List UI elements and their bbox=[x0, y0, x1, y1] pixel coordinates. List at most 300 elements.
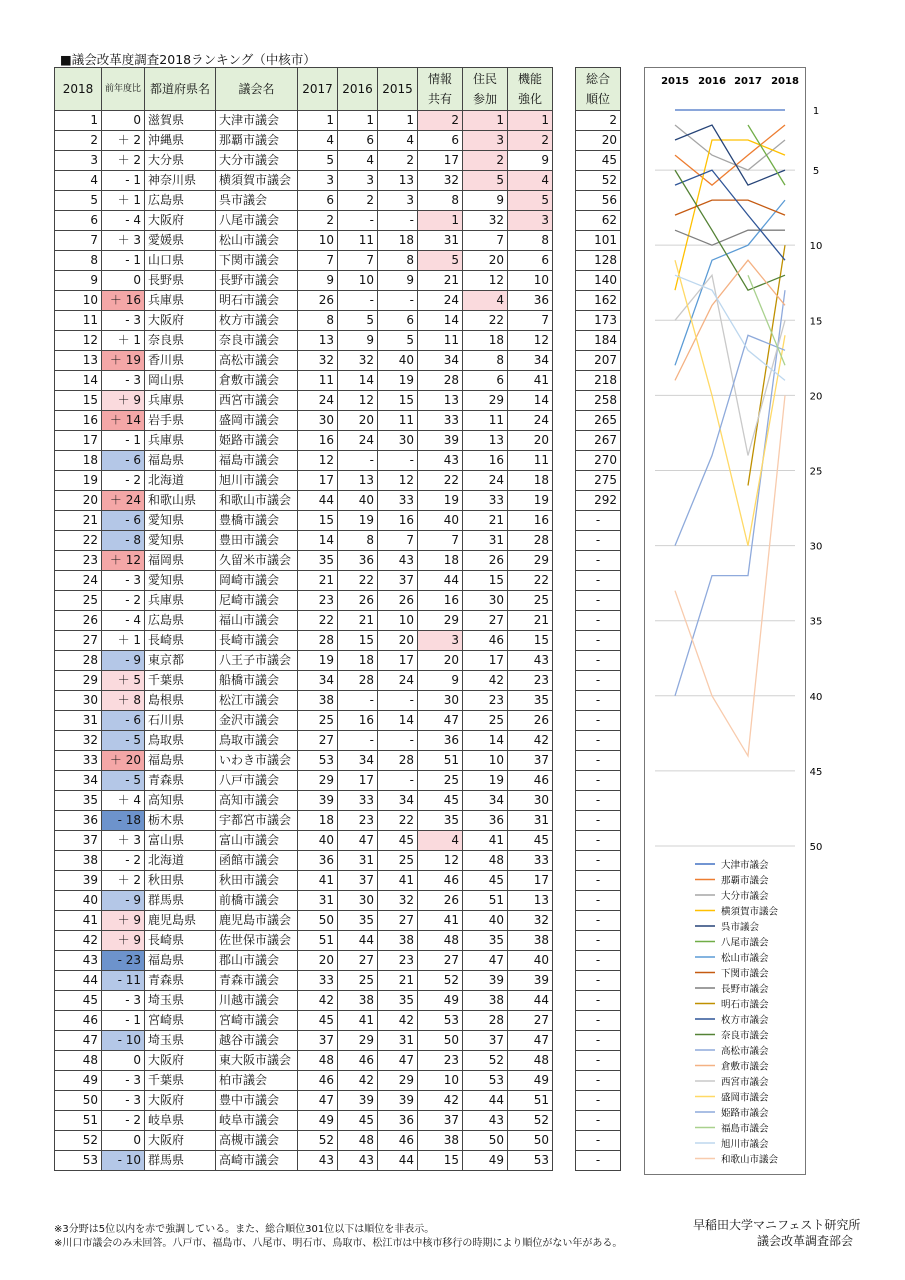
column-gap bbox=[553, 311, 576, 331]
header-pref: 都道府県名 bbox=[145, 68, 216, 111]
cell-citizen: 40 bbox=[463, 911, 508, 931]
cell-rank2018: 50 bbox=[55, 1091, 102, 1111]
cell-y2017: 49 bbox=[298, 1111, 338, 1131]
cell-y2016: 30 bbox=[338, 891, 378, 911]
cell-name: 宇都宮市議会 bbox=[216, 811, 298, 831]
legend-entry: 大津市議会 bbox=[721, 860, 769, 871]
column-gap bbox=[553, 611, 576, 631]
cell-pref: 宮崎県 bbox=[145, 1011, 216, 1031]
cell-total: - bbox=[576, 851, 621, 871]
cell-function: 47 bbox=[508, 1031, 553, 1051]
cell-info: 22 bbox=[418, 471, 463, 491]
cell-diff: - 6 bbox=[102, 511, 145, 531]
ranking-table-body bbox=[55, 111, 621, 1171]
legend-entry: 呉市議会 bbox=[721, 922, 760, 933]
cell-name: 福山市議会 bbox=[216, 611, 298, 631]
table-row bbox=[55, 251, 621, 271]
table-row bbox=[55, 231, 621, 251]
cell-citizen: 19 bbox=[463, 771, 508, 791]
table-row bbox=[55, 851, 621, 871]
table-row bbox=[55, 571, 621, 591]
cell-diff: ＋ 24 bbox=[102, 491, 145, 511]
cell-y2015: 37 bbox=[378, 571, 418, 591]
column-gap bbox=[553, 811, 576, 831]
cell-citizen: 16 bbox=[463, 451, 508, 471]
cell-citizen: 13 bbox=[463, 431, 508, 451]
cell-y2016: 33 bbox=[338, 791, 378, 811]
cell-diff: - 2 bbox=[102, 591, 145, 611]
cell-function: 2 bbox=[508, 131, 553, 151]
table-row bbox=[55, 531, 621, 551]
cell-y2016: 12 bbox=[338, 391, 378, 411]
cell-y2015: 25 bbox=[378, 851, 418, 871]
cell-pref: 大分県 bbox=[145, 151, 216, 171]
cell-y2017: 2 bbox=[298, 211, 338, 231]
rank-trend-chart bbox=[644, 67, 823, 1175]
column-gap bbox=[553, 691, 576, 711]
cell-y2016: 18 bbox=[338, 651, 378, 671]
cell-citizen: 23 bbox=[463, 691, 508, 711]
cell-info: 49 bbox=[418, 991, 463, 1011]
cell-rank2018: 46 bbox=[55, 1011, 102, 1031]
cell-name: 長崎市議会 bbox=[216, 631, 298, 651]
legend-entry: 大分市議会 bbox=[721, 891, 769, 902]
cell-diff: - 1 bbox=[102, 171, 145, 191]
table-row bbox=[55, 931, 621, 951]
series-line bbox=[675, 260, 785, 545]
cell-total: - bbox=[576, 991, 621, 1011]
cell-y2015: 11 bbox=[378, 411, 418, 431]
header-total-line2: 順位 bbox=[586, 92, 611, 106]
cell-total: - bbox=[576, 691, 621, 711]
cell-diff: ＋ 16 bbox=[102, 291, 145, 311]
cell-rank2018: 43 bbox=[55, 951, 102, 971]
legend-entry: 明石市議会 bbox=[721, 999, 769, 1011]
cell-name: 富山市議会 bbox=[216, 831, 298, 851]
table-row bbox=[55, 751, 621, 771]
cell-info: 43 bbox=[418, 451, 463, 471]
cell-total: 128 bbox=[576, 251, 621, 271]
cell-info: 19 bbox=[418, 491, 463, 511]
cell-y2015: 47 bbox=[378, 1051, 418, 1071]
cell-rank2018: 38 bbox=[55, 851, 102, 871]
table-row bbox=[55, 431, 621, 451]
cell-y2016: - bbox=[338, 291, 378, 311]
cell-total: - bbox=[576, 651, 621, 671]
column-gap bbox=[553, 551, 576, 571]
cell-function: 44 bbox=[508, 991, 553, 1011]
cell-y2016: 41 bbox=[338, 1011, 378, 1031]
header-info bbox=[418, 68, 463, 111]
cell-y2017: 11 bbox=[298, 371, 338, 391]
legend-entry: 横須賀市議会 bbox=[721, 906, 779, 918]
cell-rank2018: 21 bbox=[55, 511, 102, 531]
cell-info: 20 bbox=[418, 651, 463, 671]
cell-rank2018: 53 bbox=[55, 1151, 102, 1171]
cell-y2017: 4 bbox=[298, 131, 338, 151]
cell-y2015: 33 bbox=[378, 491, 418, 511]
cell-info: 51 bbox=[418, 751, 463, 771]
cell-name: 大津市議会 bbox=[216, 111, 298, 131]
column-gap bbox=[553, 851, 576, 871]
table-row bbox=[55, 871, 621, 891]
cell-name: 高槻市議会 bbox=[216, 1131, 298, 1151]
cell-info: 9 bbox=[418, 671, 463, 691]
column-gap bbox=[553, 651, 576, 671]
cell-total: 140 bbox=[576, 271, 621, 291]
cell-y2016: 26 bbox=[338, 591, 378, 611]
cell-y2016: 5 bbox=[338, 311, 378, 331]
legend-entry: 八尾市議会 bbox=[721, 937, 769, 949]
cell-name: 西宮市議会 bbox=[216, 391, 298, 411]
cell-y2016: - bbox=[338, 451, 378, 471]
table-row bbox=[55, 131, 621, 151]
cell-info: 53 bbox=[418, 1011, 463, 1031]
cell-y2016: 21 bbox=[338, 611, 378, 631]
cell-diff: - 3 bbox=[102, 571, 145, 591]
legend-entry: 福島市議会 bbox=[721, 1123, 769, 1135]
cell-name: 奈良市議会 bbox=[216, 331, 298, 351]
cell-rank2018: 25 bbox=[55, 591, 102, 611]
cell-name: 尼崎市議会 bbox=[216, 591, 298, 611]
cell-info: 30 bbox=[418, 691, 463, 711]
cell-function: 43 bbox=[508, 651, 553, 671]
column-gap bbox=[553, 1151, 576, 1171]
cell-pref: 神奈川県 bbox=[145, 171, 216, 191]
cell-citizen: 1 bbox=[463, 111, 508, 131]
cell-name: 船橋市議会 bbox=[216, 671, 298, 691]
cell-rank2018: 31 bbox=[55, 711, 102, 731]
cell-y2016: 31 bbox=[338, 851, 378, 871]
cell-pref: 広島県 bbox=[145, 611, 216, 631]
table-row bbox=[55, 291, 621, 311]
cell-y2017: 27 bbox=[298, 731, 338, 751]
cell-y2017: 25 bbox=[298, 711, 338, 731]
cell-info: 37 bbox=[418, 1111, 463, 1131]
header-2017: 2017 bbox=[298, 68, 338, 111]
table-row bbox=[55, 771, 621, 791]
cell-citizen: 26 bbox=[463, 551, 508, 571]
column-gap bbox=[553, 331, 576, 351]
cell-diff: - 18 bbox=[102, 811, 145, 831]
cell-pref: 長野県 bbox=[145, 271, 216, 291]
cell-total: - bbox=[576, 611, 621, 631]
column-gap bbox=[553, 391, 576, 411]
table-row bbox=[55, 111, 621, 131]
cell-diff: - 3 bbox=[102, 991, 145, 1011]
legend-entry: 和歌山市議会 bbox=[721, 1154, 779, 1166]
cell-y2017: 48 bbox=[298, 1051, 338, 1071]
cell-y2016: 35 bbox=[338, 911, 378, 931]
cell-y2016: 27 bbox=[338, 951, 378, 971]
cell-pref: 岡山県 bbox=[145, 371, 216, 391]
cell-y2015: 36 bbox=[378, 1111, 418, 1131]
cell-info: 4 bbox=[418, 831, 463, 851]
cell-function: 7 bbox=[508, 311, 553, 331]
cell-y2016: 25 bbox=[338, 971, 378, 991]
cell-total: 2 bbox=[576, 111, 621, 131]
cell-y2017: 6 bbox=[298, 191, 338, 211]
cell-diff: - 5 bbox=[102, 731, 145, 751]
cell-info: 10 bbox=[418, 1071, 463, 1091]
cell-info: 44 bbox=[418, 571, 463, 591]
cell-citizen: 48 bbox=[463, 851, 508, 871]
header-info-line1: 情報 bbox=[428, 72, 453, 86]
cell-diff: ＋ 9 bbox=[102, 931, 145, 951]
cell-pref: 大阪府 bbox=[145, 1091, 216, 1111]
cell-info: 16 bbox=[418, 591, 463, 611]
cell-function: 40 bbox=[508, 951, 553, 971]
cell-y2017: 51 bbox=[298, 931, 338, 951]
cell-citizen: 27 bbox=[463, 611, 508, 631]
cell-total: 45 bbox=[576, 151, 621, 171]
cell-rank2018: 39 bbox=[55, 871, 102, 891]
cell-info: 3 bbox=[418, 631, 463, 651]
y-tick-label: 45 bbox=[809, 766, 823, 778]
cell-function: 16 bbox=[508, 511, 553, 531]
cell-y2016: 11 bbox=[338, 231, 378, 251]
cell-y2017: 14 bbox=[298, 531, 338, 551]
header-total bbox=[576, 68, 621, 111]
cell-diff: ＋ 20 bbox=[102, 751, 145, 771]
cell-y2015: 9 bbox=[378, 271, 418, 291]
table-row bbox=[55, 331, 621, 351]
cell-y2017: 37 bbox=[298, 1031, 338, 1051]
organization-name: 早稲田大学マニフェスト研究所 bbox=[693, 1218, 861, 1232]
y-tick-label: 15 bbox=[809, 316, 823, 328]
header-rank2018: 2018 bbox=[55, 68, 102, 111]
cell-y2016: 38 bbox=[338, 991, 378, 1011]
cell-diff: ＋ 2 bbox=[102, 151, 145, 171]
header-function-line2: 強化 bbox=[518, 92, 543, 106]
cell-info: 52 bbox=[418, 971, 463, 991]
table-row bbox=[55, 891, 621, 911]
cell-diff: ＋ 5 bbox=[102, 671, 145, 691]
cell-citizen: 7 bbox=[463, 231, 508, 251]
cell-y2016: 45 bbox=[338, 1111, 378, 1131]
cell-pref: 兵庫県 bbox=[145, 591, 216, 611]
cell-citizen: 12 bbox=[463, 271, 508, 291]
cell-y2017: 9 bbox=[298, 271, 338, 291]
column-gap bbox=[553, 751, 576, 771]
cell-citizen: 10 bbox=[463, 751, 508, 771]
table-row bbox=[55, 151, 621, 171]
cell-total: - bbox=[576, 1151, 621, 1171]
column-gap bbox=[553, 131, 576, 151]
cell-diff: ＋ 9 bbox=[102, 391, 145, 411]
cell-citizen: 51 bbox=[463, 891, 508, 911]
cell-rank2018: 47 bbox=[55, 1031, 102, 1051]
cell-y2015: 21 bbox=[378, 971, 418, 991]
cell-citizen: 25 bbox=[463, 711, 508, 731]
column-gap bbox=[553, 891, 576, 911]
table-row bbox=[55, 691, 621, 711]
cell-function: 25 bbox=[508, 591, 553, 611]
cell-total: 101 bbox=[576, 231, 621, 251]
legend-entry: 長野市議会 bbox=[721, 984, 769, 995]
cell-pref: 群馬県 bbox=[145, 891, 216, 911]
cell-info: 45 bbox=[418, 791, 463, 811]
cell-y2016: 3 bbox=[338, 171, 378, 191]
cell-y2017: 13 bbox=[298, 331, 338, 351]
legend-entry: 旭川市議会 bbox=[721, 1139, 769, 1150]
cell-citizen: 37 bbox=[463, 1031, 508, 1051]
cell-function: 36 bbox=[508, 291, 553, 311]
y-tick-label: 10 bbox=[809, 241, 823, 253]
cell-y2017: 16 bbox=[298, 431, 338, 451]
cell-function: 5 bbox=[508, 191, 553, 211]
table-row bbox=[55, 471, 621, 491]
cell-y2015: - bbox=[378, 291, 418, 311]
cell-function: 42 bbox=[508, 731, 553, 751]
cell-diff: ＋ 4 bbox=[102, 791, 145, 811]
table-row bbox=[55, 651, 621, 671]
cell-info: 1 bbox=[418, 211, 463, 231]
cell-rank2018: 44 bbox=[55, 971, 102, 991]
cell-function: 13 bbox=[508, 891, 553, 911]
cell-info: 23 bbox=[418, 1051, 463, 1071]
cell-rank2018: 30 bbox=[55, 691, 102, 711]
cell-diff: ＋ 19 bbox=[102, 351, 145, 371]
cell-diff: ＋ 1 bbox=[102, 631, 145, 651]
header-function-line1: 機能 bbox=[518, 72, 543, 86]
series-line bbox=[675, 230, 785, 245]
cell-y2017: 28 bbox=[298, 631, 338, 651]
table-row bbox=[55, 371, 621, 391]
cell-function: 18 bbox=[508, 471, 553, 491]
column-gap bbox=[553, 231, 576, 251]
cell-y2015: 5 bbox=[378, 331, 418, 351]
cell-total: - bbox=[576, 951, 621, 971]
cell-function: 39 bbox=[508, 971, 553, 991]
cell-diff: - 4 bbox=[102, 611, 145, 631]
cell-name: 郡山市議会 bbox=[216, 951, 298, 971]
column-gap bbox=[553, 491, 576, 511]
page-title: ■議会改革度調査2018ランキング（中核市） bbox=[60, 52, 316, 67]
cell-diff: - 2 bbox=[102, 1111, 145, 1131]
cell-pref: 埼玉県 bbox=[145, 991, 216, 1011]
cell-pref: 千葉県 bbox=[145, 1071, 216, 1091]
cell-y2016: 9 bbox=[338, 331, 378, 351]
legend-entry: 高松市議会 bbox=[721, 1046, 769, 1057]
cell-info: 8 bbox=[418, 191, 463, 211]
cell-y2015: - bbox=[378, 731, 418, 751]
cell-name: 久留米市議会 bbox=[216, 551, 298, 571]
column-gap bbox=[553, 531, 576, 551]
series-line bbox=[675, 170, 785, 260]
header-2015: 2015 bbox=[378, 68, 418, 111]
cell-function: 49 bbox=[508, 1071, 553, 1091]
cell-rank2018: 18 bbox=[55, 451, 102, 471]
cell-info: 15 bbox=[418, 1151, 463, 1171]
cell-rank2018: 51 bbox=[55, 1111, 102, 1131]
x-tick-label: 2017 bbox=[734, 76, 762, 87]
column-gap bbox=[553, 731, 576, 751]
table-row bbox=[55, 631, 621, 651]
cell-diff: ＋ 3 bbox=[102, 231, 145, 251]
table-row bbox=[55, 711, 621, 731]
cell-rank2018: 48 bbox=[55, 1051, 102, 1071]
column-gap bbox=[553, 1071, 576, 1091]
cell-diff: - 8 bbox=[102, 531, 145, 551]
cell-total: 56 bbox=[576, 191, 621, 211]
cell-diff: - 3 bbox=[102, 311, 145, 331]
table-row bbox=[55, 1131, 621, 1151]
cell-rank2018: 36 bbox=[55, 811, 102, 831]
cell-y2015: 24 bbox=[378, 671, 418, 691]
cell-total: - bbox=[576, 671, 621, 691]
column-gap bbox=[553, 211, 576, 231]
cell-total: 275 bbox=[576, 471, 621, 491]
cell-name: 豊中市議会 bbox=[216, 1091, 298, 1111]
cell-y2015: 12 bbox=[378, 471, 418, 491]
cell-y2015: 23 bbox=[378, 951, 418, 971]
cell-diff: - 1 bbox=[102, 431, 145, 451]
cell-y2017: 47 bbox=[298, 1091, 338, 1111]
cell-info: 41 bbox=[418, 911, 463, 931]
cell-pref: 奈良県 bbox=[145, 331, 216, 351]
cell-total: - bbox=[576, 771, 621, 791]
cell-diff: - 6 bbox=[102, 711, 145, 731]
cell-function: 50 bbox=[508, 1131, 553, 1151]
cell-diff: - 2 bbox=[102, 851, 145, 871]
cell-diff: 0 bbox=[102, 1051, 145, 1071]
cell-rank2018: 1 bbox=[55, 111, 102, 131]
cell-diff: ＋ 2 bbox=[102, 871, 145, 891]
cell-citizen: 6 bbox=[463, 371, 508, 391]
cell-info: 13 bbox=[418, 391, 463, 411]
cell-citizen: 47 bbox=[463, 951, 508, 971]
cell-rank2018: 24 bbox=[55, 571, 102, 591]
cell-y2017: 46 bbox=[298, 1071, 338, 1091]
cell-y2015: 2 bbox=[378, 151, 418, 171]
cell-rank2018: 22 bbox=[55, 531, 102, 551]
cell-info: 28 bbox=[418, 371, 463, 391]
cell-diff: - 5 bbox=[102, 771, 145, 791]
cell-y2017: 41 bbox=[298, 871, 338, 891]
table-row bbox=[55, 1031, 621, 1051]
cell-citizen: 34 bbox=[463, 791, 508, 811]
cell-y2017: 36 bbox=[298, 851, 338, 871]
cell-name: 柏市議会 bbox=[216, 1071, 298, 1091]
cell-function: 35 bbox=[508, 691, 553, 711]
table-row bbox=[55, 511, 621, 531]
column-gap bbox=[553, 191, 576, 211]
cell-y2017: 44 bbox=[298, 491, 338, 511]
cell-diff: - 1 bbox=[102, 1011, 145, 1031]
cell-info: 39 bbox=[418, 431, 463, 451]
cell-y2015: 43 bbox=[378, 551, 418, 571]
cell-total: 267 bbox=[576, 431, 621, 451]
cell-y2015: 30 bbox=[378, 431, 418, 451]
table-row bbox=[55, 451, 621, 471]
cell-y2015: - bbox=[378, 691, 418, 711]
cell-total: - bbox=[576, 1091, 621, 1111]
cell-y2017: 52 bbox=[298, 1131, 338, 1151]
cell-rank2018: 5 bbox=[55, 191, 102, 211]
cell-pref: 大阪府 bbox=[145, 311, 216, 331]
cell-function: 29 bbox=[508, 551, 553, 571]
cell-function: 32 bbox=[508, 911, 553, 931]
header-info-line2: 共有 bbox=[428, 92, 453, 106]
cell-total: - bbox=[576, 791, 621, 811]
cell-y2016: 46 bbox=[338, 1051, 378, 1071]
cell-diff: ＋ 3 bbox=[102, 831, 145, 851]
cell-name: 大分市議会 bbox=[216, 151, 298, 171]
cell-name: 秋田市議会 bbox=[216, 871, 298, 891]
cell-pref: 島根県 bbox=[145, 691, 216, 711]
column-gap bbox=[553, 631, 576, 651]
